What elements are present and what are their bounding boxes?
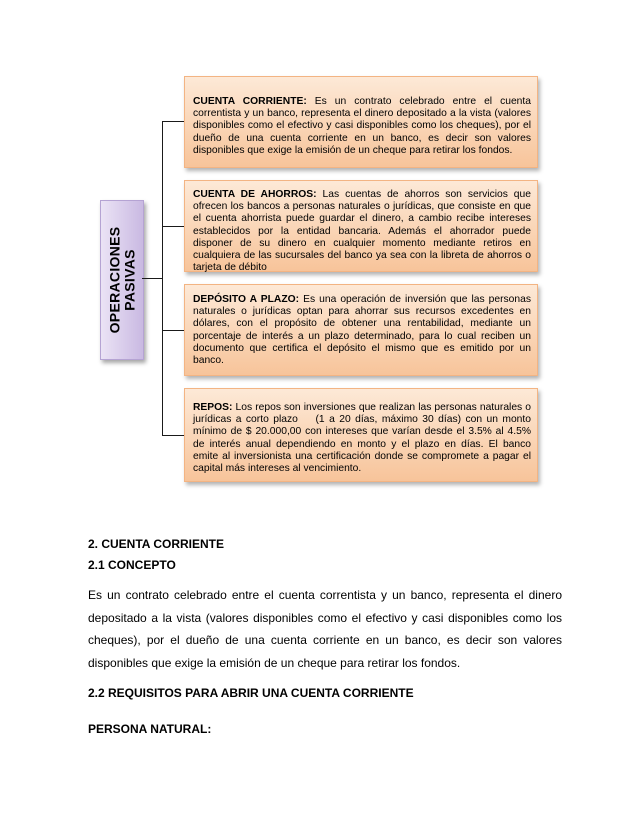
connector-root-stem	[142, 278, 162, 279]
section-heading: 2. CUENTA CORRIENTE	[88, 537, 225, 551]
node-repos	[184, 388, 538, 482]
node-deposito-a-plazo	[184, 284, 538, 376]
subheading-concepto: 2.1 CONCEPTO	[88, 558, 176, 572]
node-term: CUENTA CORRIENTE:	[193, 96, 307, 107]
subheading-persona-natural: PERSONA NATURAL:	[88, 722, 212, 736]
node-term: REPOS:	[193, 402, 233, 413]
connector-branch-4	[162, 435, 184, 436]
root-node	[100, 200, 144, 360]
connector-vertical-trunk	[162, 121, 163, 435]
connector-branch-2	[162, 226, 184, 227]
node-cuenta-de-ahorros	[184, 180, 538, 272]
node-cuenta-corriente	[184, 76, 538, 168]
node-text: Las cuentas de ahorros son servicios que ofrecen los bancos a personas naturales o jurídicas, que consiste en que el cuenta ahorrista puede guardar el dinero, a cambio recibe intereses establecidos por la entidad bancaria. Además el ahorrador puede disponer de su dinero en cualquier momento mediante retiros en cualquiera de las sucursales del banco ya sea con la libreta de ahorros o tarjeta de débito	[193, 189, 531, 274]
node-text: Los repos son inversiones que realizan las personas naturales o jurídicas a corto plazo (1 a 20 días, máximo 30 días) con un monto mínimo de $ 20.000,00 con intereses que varían desde el 3.5% al 4.5% de interés anual dependiendo en monto y el plazo en días. El banco emite al inversionista una certificación donde se compromete a pagar el capital más intereses al vencimiento.	[193, 402, 534, 475]
connector-branch-3	[162, 330, 184, 331]
node-text: Es una operación de inversión que las personas naturales o jurídicas optan para ahorrar sus recursos excedentes en dólares, con el propósito de obtener una rentabilidad, mediante un porcentaje de interés a un plazo determinado, para lo cual reciben un documento que certifica el depósito el mismo que es emitido por un banco.	[193, 294, 531, 367]
root-node-label: OPERACIONES PASIVAS	[106, 226, 138, 334]
connector-branch-1	[162, 121, 184, 122]
concept-paragraph: Es un contrato celebrado entre el cuenta correntista y un banco, representa el dinero depositado a la vista (valores disponibles como el efectivo y casi disponibles como los cheques), por el dueño de una cuenta corriente en un banco, es decir son valores disponibles que exige la emisión de un cheque para retirar los fondos.	[88, 588, 562, 670]
node-term: DEPÓSITO A PLAZO:	[193, 294, 300, 305]
subheading-requisitos: 2.2 REQUISITOS PARA ABRIR UNA CUENTA CORRIENTE	[88, 686, 414, 700]
node-text: Es un contrato celebrado entre el cuenta correntista y un banco, representa el dinero depositado a la vista (valores disponibles como el efectivo y casi disponibles como los cheques), por el dueño de una cuenta corriente en un banco, es decir son valores disponibles que exige la emisión de un cheque para retirar los fondos.	[193, 96, 531, 156]
node-term: CUENTA DE AHORROS:	[193, 189, 317, 200]
